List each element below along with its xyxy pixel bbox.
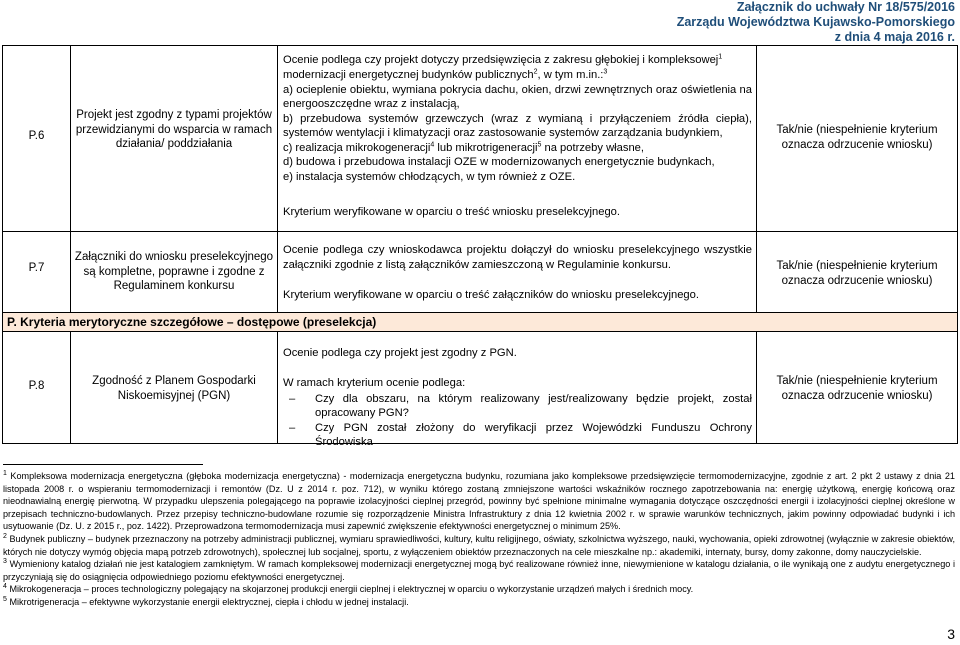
document-header <box>555 0 955 45</box>
dash-bullet: – <box>289 392 296 405</box>
row-result: Tak/nie (niespełnienie kryterium oznacza odrzucenie wniosku) <box>776 124 938 151</box>
footnote-ref: 4 <box>430 140 435 148</box>
list-item-a: a) ocieplenie obiektu, wymiana pokrycia dachu, okien, drzwi zewnętrznych oraz oświetlenia na energooszczędne wraz z instalacją, <box>283 83 752 110</box>
row-code: P.6 <box>28 130 45 142</box>
header-line-2: Zarządu Województwa Kujawsko-Pomorskiego <box>676 15 955 29</box>
row-code: P.8 <box>28 380 45 392</box>
row-result: Tak/nie (niespełnienie kryterium oznacza odrzucenie wniosku) <box>776 260 938 287</box>
list-item-c-end: na potrzeby własne, <box>541 141 645 154</box>
row-verification: Kryterium weryfikowane w oparciu o treść załączników do wniosku preselekcyjnego. <box>283 289 699 301</box>
column-divider <box>957 45 958 443</box>
row-result: Tak/nie (niespełnienie kryterium oznacza odrzucenie wniosku) <box>776 375 938 402</box>
list-item <box>283 421 752 450</box>
row-description-cont <box>283 376 752 450</box>
footnote-text: Wymieniony katalog działań nie jest katalogiem zamkniętym. W ramach kompleksowej modernizacji energetycznej mogą być realizowane również inne, niewymienione w katalogu działania, o ile wynikają one z audytu energetycznego i przyczyniają się do osiągnięcia odpowiedniego poziomu efektywności energetycznej. <box>3 559 955 582</box>
footnote-item <box>3 558 955 583</box>
footnote-item <box>3 583 955 596</box>
footnote-number: 4 <box>3 583 7 591</box>
section-band: P. Kryteria merytoryczne szczegółowe – dostępowe (preselekcja) <box>3 313 957 331</box>
dash-bullet: – <box>289 421 296 434</box>
list-item-c-mid: lub mikrotrigeneracji <box>434 141 538 154</box>
footnote-number: 5 <box>3 595 7 603</box>
column-divider <box>70 45 71 312</box>
footnote-text: Mikrotrigeneracja – efektywne wykorzystanie energii elektrycznej, ciepła i chłodu w jednej instalacji. <box>9 596 409 607</box>
footnote-item <box>3 533 955 558</box>
description-intro: Ocenie podlega czy projekt dotyczy przedsięwzięcia z zakresu głębokiej i kompleksowej <box>283 54 719 66</box>
footnote-separator <box>3 464 203 465</box>
row-verification: Kryterium weryfikowane w oparciu o treść wniosku preselekcyjnego. <box>283 206 621 218</box>
column-divider <box>277 331 278 443</box>
list-item <box>283 392 752 421</box>
list-item-text: Czy PGN został złożony do weryfikacji przez Wojewódzki Funduszu Ochrony Środowiska <box>315 421 752 448</box>
row-criterion: Projekt jest zgodny z typami projektów przewidzianymi do wsparcia w ramach działania/ poddziałania <box>75 109 273 150</box>
footnote-ref: 5 <box>537 140 542 148</box>
footnote-number: 1 <box>3 469 7 477</box>
description-intro: W ramach kryterium ocenie podlega: <box>283 377 466 389</box>
footnote-text: Budynek publiczny – budynek przeznaczony na potrzeby administracji publicznej, wymiaru sprawiedliwości, kultury, kultu religijnego, oświaty, szkolnictwa wyższego, nauki, wychowania, opieki zdrowotnej (wyłącznie w zakresie obiektów, których nie dotyczy wymóg objęcia mapą potrzeb zdrowotnych), społecznej lub socjalnej, sportu, z wyłączeniem obiektów przeznaczonych na cele mieszkalne np.: akademiki, internaty, bursy, domy zakonne, domy nauczycielskie. <box>3 533 956 557</box>
page-number: 3 <box>947 626 955 642</box>
row-description: Ocenie podlega czy wnioskodawca projektu dołączył do wniosku preselekcyjnego wszystkie załączniki zgodnie z listą załączników zamieszczoną w Regulaminie konkursu. <box>283 244 752 271</box>
row-code: P.7 <box>28 262 45 274</box>
list-item-c-text: c) realizacja mikrokogeneracji <box>283 141 431 154</box>
row-divider <box>2 331 958 332</box>
row-criterion: Zgodność z Planem Gospodarki Niskoemisyjnej (PGN) <box>92 375 256 402</box>
column-divider <box>756 45 757 312</box>
column-divider <box>756 331 757 443</box>
footnote-text: Kompleksowa modernizacja energetyczna (głęboka modernizacja energetyczna) - modernizacja energetyczna budynku, rozumiana jako kompleksowe przedsięwzięcie termomodernizacyjne, zgodnie z art. 2 pkt 2 ustawy z dnia 21 listopada 2008 r. o wspieraniu termomodernizacji i remontów (Dz. U z 2014 r. poz. 712), w wyniku którego zostaną zmniejszone wartości wskaźników rocznego zapotrzebowania na: energię użytkową, energię końcową oraz nieodnawialną energię pierwotną. W przypadku ulepszenia polegającego na poprawie izolacyjności cieplnej przegród, powinny być spełnione minimalne wymagania dotyczące oszczędności energii i izolacyjności cieplnej określone w przepisach techniczno-budowlanych. Przez przepisy techniczno-budowlane rozumie się rozporządzenie Ministra Infrastruktury z dnia 12 kwietnia 2002 r. w sprawie warunków technicznych, jakim powinny odpowiadać budynki i ich usytuowanie (Dz. U. z 2015 r., poz. 1422). Przeprowadzona termomodernizacja musi zapewnić zwiększenie efektywności energetycznej o minimum 25%. <box>3 471 955 532</box>
row-description-cont <box>283 68 752 184</box>
list-item-c <box>283 141 752 156</box>
footnote-text: Mikrokogeneracja – proces technologiczny polegający na skojarzonej produkcji energii cieplnej i elektrycznej w oparciu o wykorzystanie urządzeń małych i średnich mocy. <box>9 584 694 595</box>
list-item-text: Czy dla obszaru, na którym realizowany jest/realizowany będzie projekt, został opracowany PGN? <box>315 392 752 419</box>
footnote-ref: 2 <box>533 68 538 76</box>
list-item-d: d) budowa i przebudowa instalacji OZE w modernizowanych energetycznie budynkach, <box>283 156 715 168</box>
row-divider <box>2 231 958 232</box>
row-description <box>283 53 752 68</box>
list-item-e: e) instalacja systemów chłodzących, w tym również z OZE. <box>283 170 576 183</box>
footnotes <box>3 470 955 609</box>
header-line-3: z dnia 4 maja 2016 r. <box>834 30 955 44</box>
list-item-b: b) przebudowa systemów grzewczych (wraz z wymianą i przyłączeniem źródła ciepła), systemów wentylacji i klimatyzacji oraz zastosowanie systemów zarządzania budynkiem, <box>283 112 752 139</box>
footnote-number: 3 <box>3 558 7 566</box>
footnote-item <box>3 470 955 533</box>
footnote-number: 2 <box>3 532 7 540</box>
column-divider <box>70 331 71 443</box>
header-line-1: Załącznik do uchwały Nr 18/575/2016 <box>736 0 955 14</box>
description-intro-2: modernizacji energetycznej budynków publicznych <box>283 69 534 81</box>
column-divider <box>277 45 278 312</box>
row-criterion: Załączniki do wniosku preselekcyjnego są kompletne, poprawne i zgodne z Regulaminem konkursu <box>74 251 274 292</box>
footnote-item <box>3 596 955 609</box>
table-top-border <box>2 45 958 46</box>
description-intro-2-end: , w tym m.in.: <box>537 69 604 81</box>
footnote-ref: 3 <box>603 68 608 76</box>
row-description: Ocenie podlega czy projekt jest zgodny z PGN. <box>283 347 517 359</box>
footnote-ref: 1 <box>718 53 723 61</box>
